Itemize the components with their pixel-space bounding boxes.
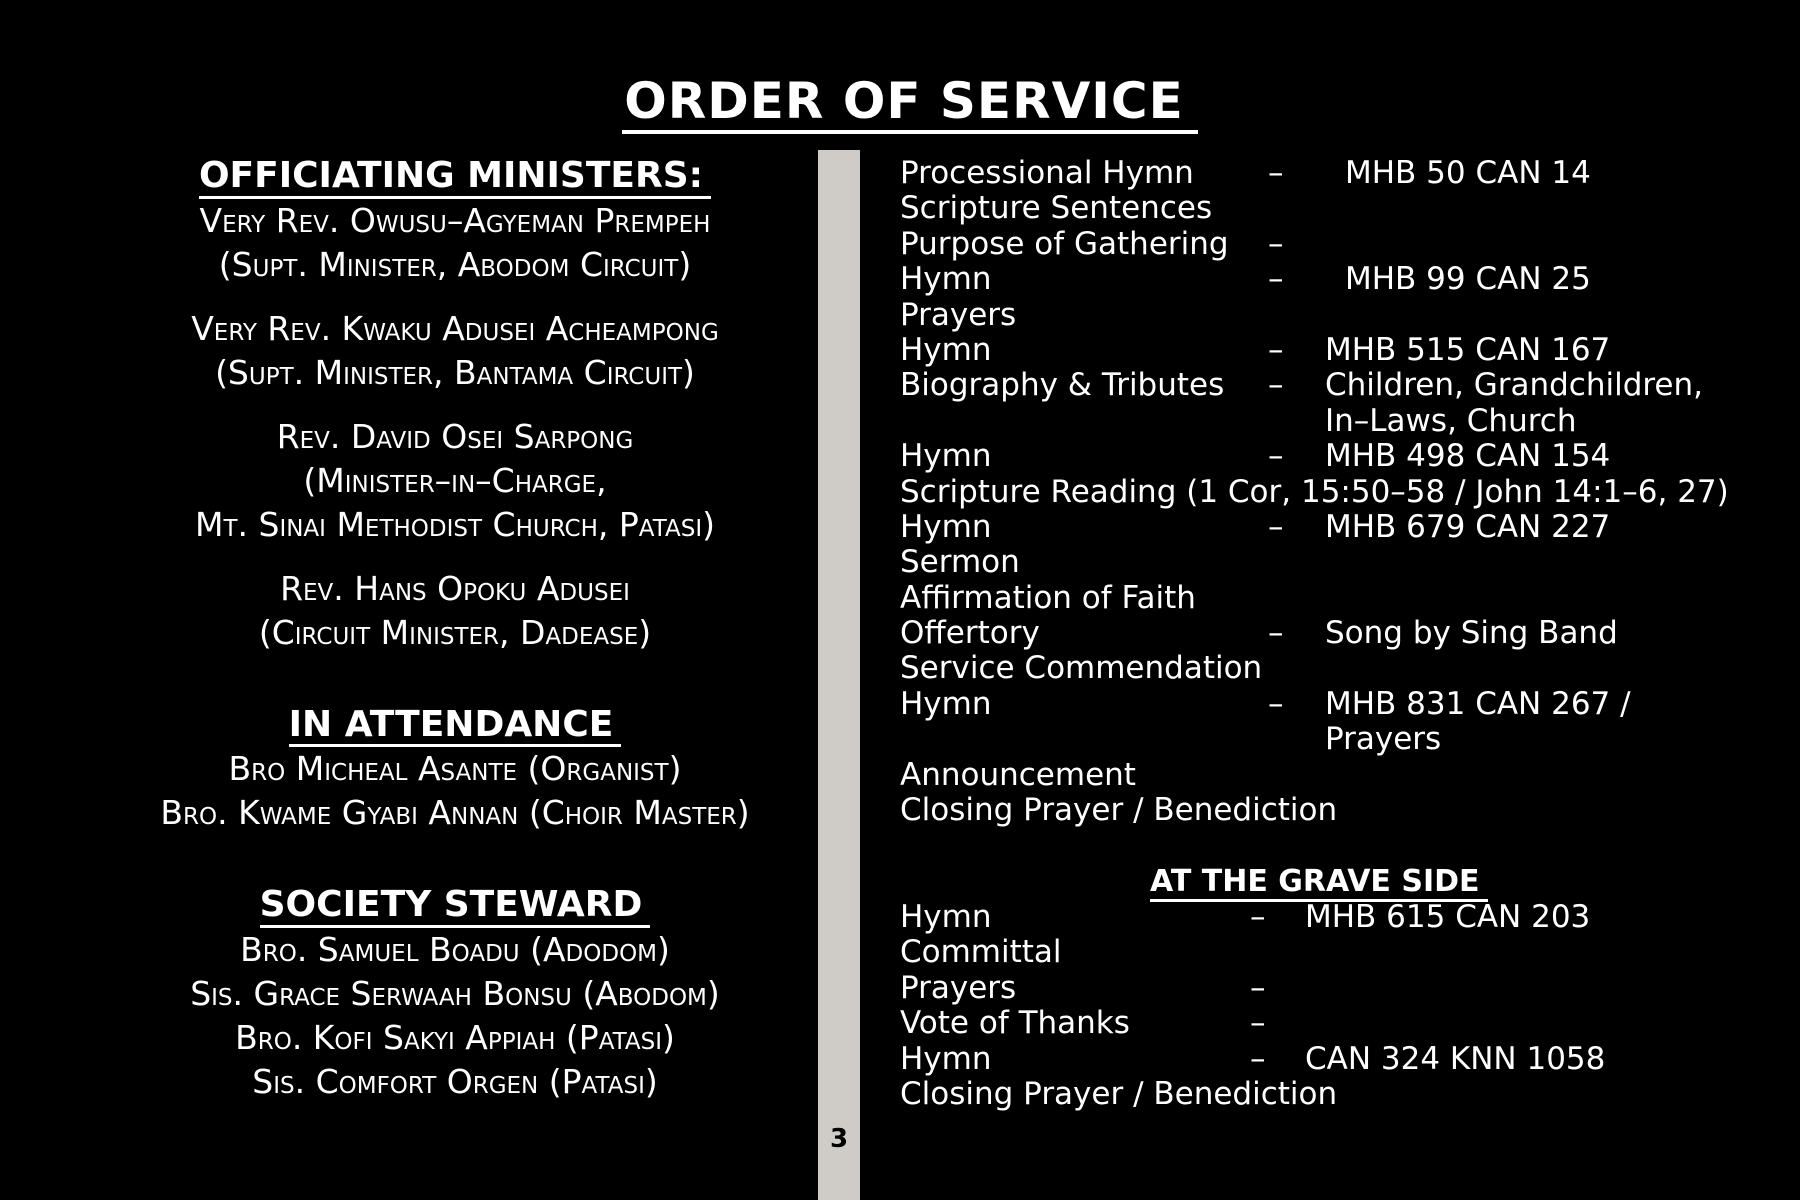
minister-4	[100, 567, 810, 655]
grave-item: Hymn	[900, 1040, 992, 1077]
order-detail: MHB 498 CAN 154	[1325, 438, 1611, 475]
attendee-1: Bro Micheal Asante (Organist)	[228, 749, 682, 789]
grave-dash: –	[1250, 1040, 1266, 1077]
grave-row	[900, 971, 1780, 1006]
order-item: Scripture Sentences	[900, 190, 1213, 227]
grave-detail: MHB 615 CAN 203	[1305, 899, 1591, 935]
in-attendance-heading: IN ATTENDANCE	[100, 705, 810, 748]
order-dash: –	[1268, 438, 1284, 475]
page-title-text: ORDER OF SERVICE	[622, 75, 1197, 134]
grave-row	[900, 900, 1780, 935]
order-detail: MHB 50 CAN 14	[1345, 155, 1591, 191]
order-detail: Children, Grandchildren,	[1325, 367, 1704, 404]
page-title	[0, 72, 1800, 134]
order-item: Service Commendation	[900, 650, 1263, 687]
order-row	[900, 616, 1780, 651]
grave-detail: CAN 324 KNN 1058	[1305, 1040, 1606, 1077]
order-row	[900, 687, 1780, 722]
grave-row	[900, 935, 1780, 970]
order-item: Hymn	[900, 438, 992, 475]
order-dash: –	[1268, 685, 1284, 722]
order-detail: In–Laws, Church	[1325, 402, 1577, 439]
order-item: Biography & Tributes	[900, 367, 1225, 404]
order-row	[900, 439, 1780, 474]
society-steward-list	[100, 928, 810, 1104]
minister-3-line-2: (Minister–in–Charge,	[303, 460, 607, 500]
grave-item: Committal	[900, 934, 1062, 971]
order-detail: Song by Sing Band	[1325, 615, 1618, 652]
order-item: Prayers	[900, 296, 1017, 333]
order-item: Processional Hymn	[900, 155, 1194, 191]
order-of-service-list	[900, 156, 1780, 828]
minister-3-line-3: Mt. Sinai Methodist Church, Patasi)	[195, 504, 715, 544]
order-item: Hymn	[900, 261, 992, 298]
order-dash: –	[1268, 261, 1284, 298]
attendee-2: Bro. Kwame Gyabi Annan (Choir Master)	[160, 793, 750, 833]
order-detail: MHB 515 CAN 167	[1325, 331, 1611, 368]
minister-2-line-1: Very Rev. Kwaku Adusei Acheampong	[191, 308, 719, 348]
minister-3	[100, 415, 810, 547]
in-attendance-list	[100, 747, 810, 835]
order-row	[900, 722, 1780, 757]
order-row	[900, 262, 1780, 297]
minister-3-line-1: Rev. David Osei Sarpong	[276, 416, 634, 456]
grave-row	[900, 1042, 1780, 1077]
grave-dash: –	[1250, 899, 1266, 935]
order-item: Hymn	[900, 508, 992, 545]
order-detail: MHB 831 CAN 267 /	[1325, 685, 1631, 722]
order-dash: –	[1268, 155, 1284, 191]
order-detail: MHB 679 CAN 227	[1325, 508, 1611, 545]
grave-side-list	[900, 900, 1780, 1112]
minister-2-line-2: (Supt. Minister, Bantama Circuit)	[215, 352, 695, 392]
order-row	[900, 368, 1780, 403]
order-row	[900, 404, 1780, 439]
order-item: Offertory	[900, 615, 1040, 652]
officiating-ministers-heading: OFFICIATING MINISTERS:	[100, 156, 810, 199]
order-item: Affirmation of Faith	[900, 579, 1196, 616]
grave-dash: –	[1250, 1005, 1266, 1042]
order-item: Hymn	[900, 331, 992, 368]
order-dash: –	[1268, 331, 1284, 368]
order-row	[900, 651, 1780, 686]
order-item: Purpose of Gathering	[900, 225, 1229, 262]
left-column	[100, 156, 810, 1104]
order-row	[900, 510, 1780, 545]
order-item: Closing Prayer / Benediction	[900, 792, 1338, 829]
minister-2	[100, 307, 810, 395]
minister-4-line-2: (Circuit Minister, Dadease)	[258, 612, 652, 652]
minister-1-line-2: (Supt. Minister, Abodom Circuit)	[218, 244, 692, 284]
grave-row	[900, 1077, 1780, 1112]
grave-dash: –	[1250, 969, 1266, 1006]
order-row	[900, 298, 1780, 333]
order-item: Sermon	[900, 544, 1020, 581]
grave-row	[900, 1006, 1780, 1041]
order-row	[900, 227, 1780, 262]
steward-4: Sis. Comfort Orgen (Patasi)	[252, 1061, 658, 1101]
minister-4-line-1: Rev. Hans Opoku Adusei	[280, 568, 630, 608]
order-dash: –	[1268, 225, 1284, 262]
order-dash: –	[1268, 508, 1284, 545]
center-divider	[818, 150, 860, 1200]
order-dash: –	[1268, 615, 1284, 652]
minister-1	[100, 199, 810, 287]
grave-item: Prayers	[900, 969, 1017, 1006]
grave-item: Vote of Thanks	[900, 1005, 1130, 1042]
page-number: 3	[829, 1124, 849, 1154]
order-row	[900, 545, 1780, 580]
order-detail: MHB 99 CAN 25	[1345, 261, 1591, 298]
order-row	[900, 581, 1780, 616]
order-dash: –	[1268, 367, 1284, 404]
society-steward-heading: SOCIETY STEWARD	[100, 885, 810, 928]
steward-2: Sis. Grace Serwaah Bonsu (Abodom)	[190, 973, 720, 1013]
order-row	[900, 793, 1780, 828]
order-detail: Prayers	[1325, 721, 1442, 758]
order-item: Announcement	[900, 756, 1136, 793]
order-row	[900, 475, 1780, 510]
steward-3: Bro. Kofi Sakyi Appiah (Patasi)	[235, 1017, 675, 1057]
order-row	[900, 333, 1780, 368]
steward-1: Bro. Samuel Boadu (Adodom)	[240, 929, 670, 969]
minister-1-line-1: Very Rev. Owusu–Agyeman Prempeh	[199, 200, 711, 240]
grave-item: Hymn	[900, 899, 992, 935]
order-item: Scripture Reading (1 Cor, 15:50–58 / John 14:1–6, 27)	[900, 473, 1729, 510]
grave-item: Closing Prayer / Benediction	[900, 1075, 1338, 1112]
order-row	[900, 191, 1780, 226]
grave-side-heading: AT THE GRAVE SIDE	[1150, 864, 1488, 902]
order-row	[900, 758, 1780, 793]
order-row	[900, 156, 1780, 191]
order-item: Hymn	[900, 685, 992, 722]
